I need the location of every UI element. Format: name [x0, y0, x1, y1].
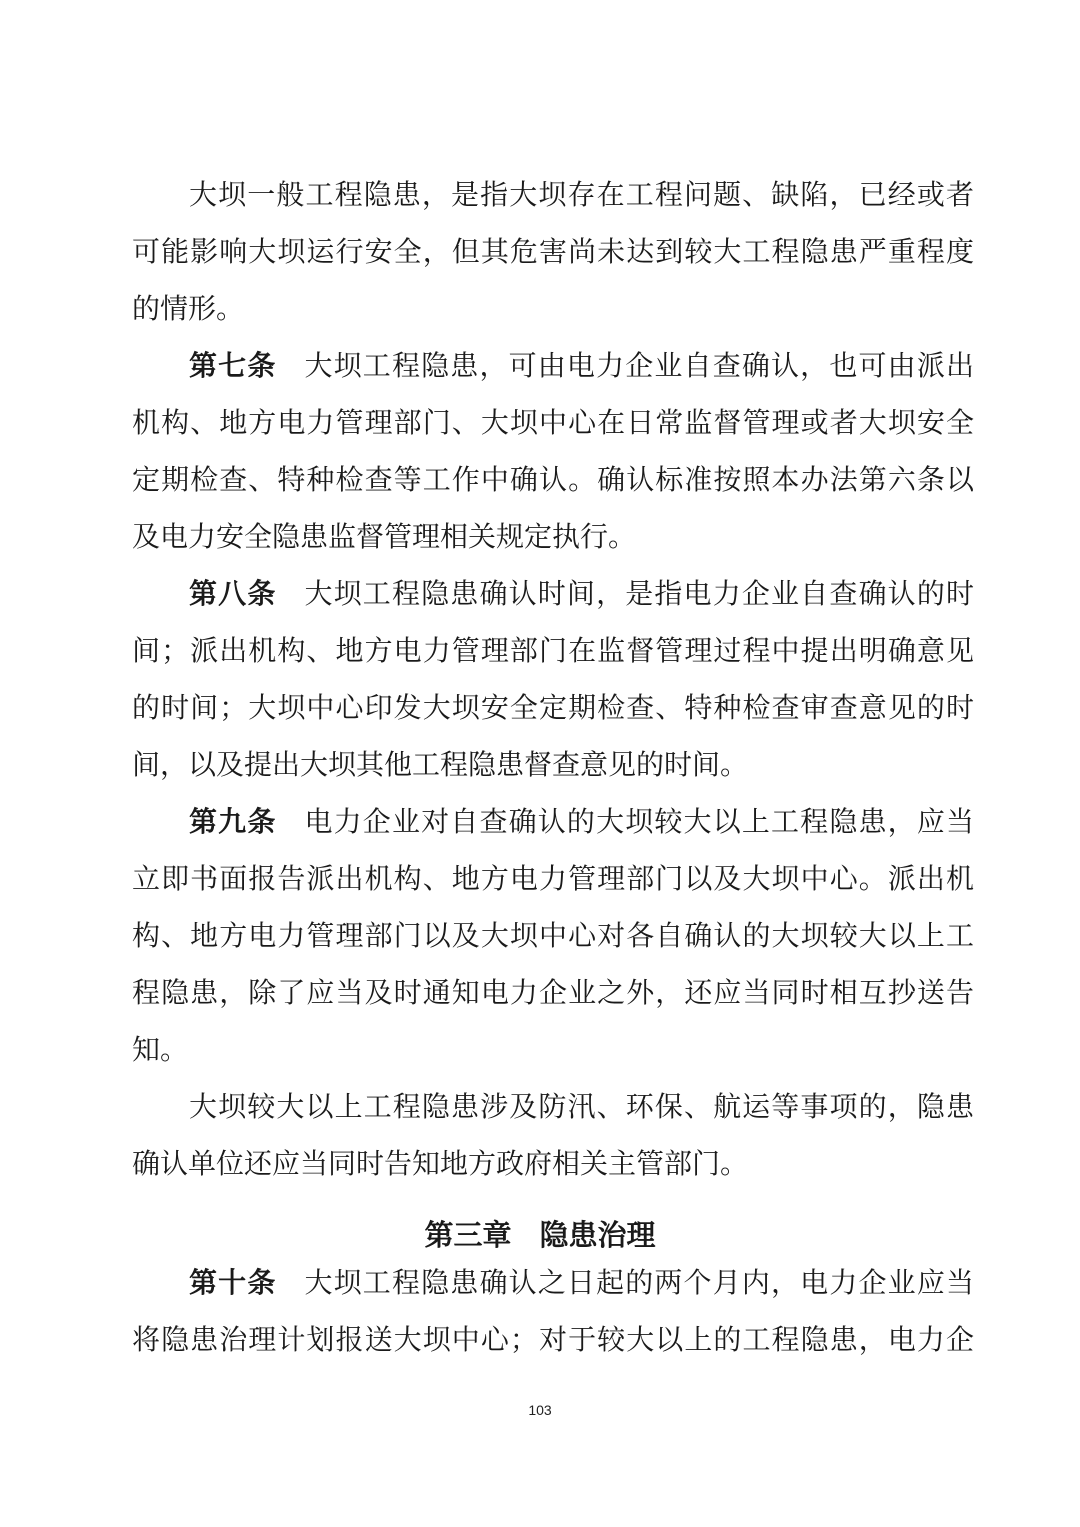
article-10-line-1: 将隐患治理计划报送大坝中心；对于较大以上的工程隐患，电力企	[132, 1323, 974, 1356]
article-9-line-4: 知。	[132, 1033, 189, 1066]
article-8-line-3: 间，以及提出大坝其他工程隐患督查意见的时间。	[132, 748, 749, 781]
article-7-line-0: 大坝工程隐患，可由电力企业自查确认，也可由派出	[304, 349, 974, 382]
paragraph-0-line-2: 的情形。	[132, 292, 245, 325]
page-number: 103	[528, 1402, 552, 1418]
article-10-line-0: 大坝工程隐患确认之日起的两个月内，电力企业应当	[304, 1266, 974, 1299]
article-10-label: 第十条	[189, 1266, 277, 1299]
article-7-first-line	[189, 343, 974, 389]
article-9-line-2: 构、地方电力管理部门以及大坝中心对各自确认的大坝较大以上工	[132, 919, 974, 952]
article-7-line-1: 机构、地方电力管理部门、大坝中心在日常监督管理或者大坝安全	[132, 406, 974, 439]
article-8-line-2: 的时间；大坝中心印发大坝安全定期检查、特种检查审查意见的时	[132, 691, 974, 724]
article-9-line-0: 电力企业对自查确认的大坝较大以上工程隐患，应当	[304, 805, 974, 838]
paragraph-4-line-0: 大坝较大以上工程隐患涉及防汛、环保、航运等事项的，隐患	[189, 1090, 974, 1123]
chapter-number: 第三章	[424, 1218, 512, 1252]
article-8-line-1: 间；派出机构、地方电力管理部门在监督管理过程中提出明确意见	[132, 634, 974, 667]
article-7-line-2: 定期检查、特种检查等工作中确认。确认标准按照本办法第六条以	[132, 463, 974, 496]
article-7-line-3: 及电力安全隐患监督管理相关规定执行。	[132, 520, 637, 553]
chapter-heading	[0, 1212, 1080, 1258]
article-8-label: 第八条	[189, 577, 277, 610]
article-9-line-1: 立即书面报告派出机构、地方电力管理部门以及大坝中心。派出机	[132, 862, 974, 895]
paragraph-0-line-0: 大坝一般工程隐患，是指大坝存在工程问题、缺陷，已经或者	[189, 178, 974, 211]
paragraph-0-line-1: 可能影响大坝运行安全，但其危害尚未达到较大工程隐患严重程度	[132, 235, 974, 268]
article-9-line-3: 程隐患，除了应当及时通知电力企业之外，还应当同时相互抄送告	[132, 976, 974, 1009]
article-9-first-line	[189, 799, 974, 845]
article-8-line-0: 大坝工程隐患确认时间，是指电力企业自查确认的时	[304, 577, 974, 610]
article-9-label: 第九条	[189, 805, 277, 838]
article-10-first-line	[189, 1260, 974, 1306]
article-8-first-line	[189, 571, 974, 617]
article-7-label: 第七条	[189, 349, 277, 382]
paragraph-4-line-1: 确认单位还应当同时告知地方政府相关主管部门。	[132, 1147, 749, 1180]
chapter-title: 隐患治理	[539, 1218, 656, 1252]
